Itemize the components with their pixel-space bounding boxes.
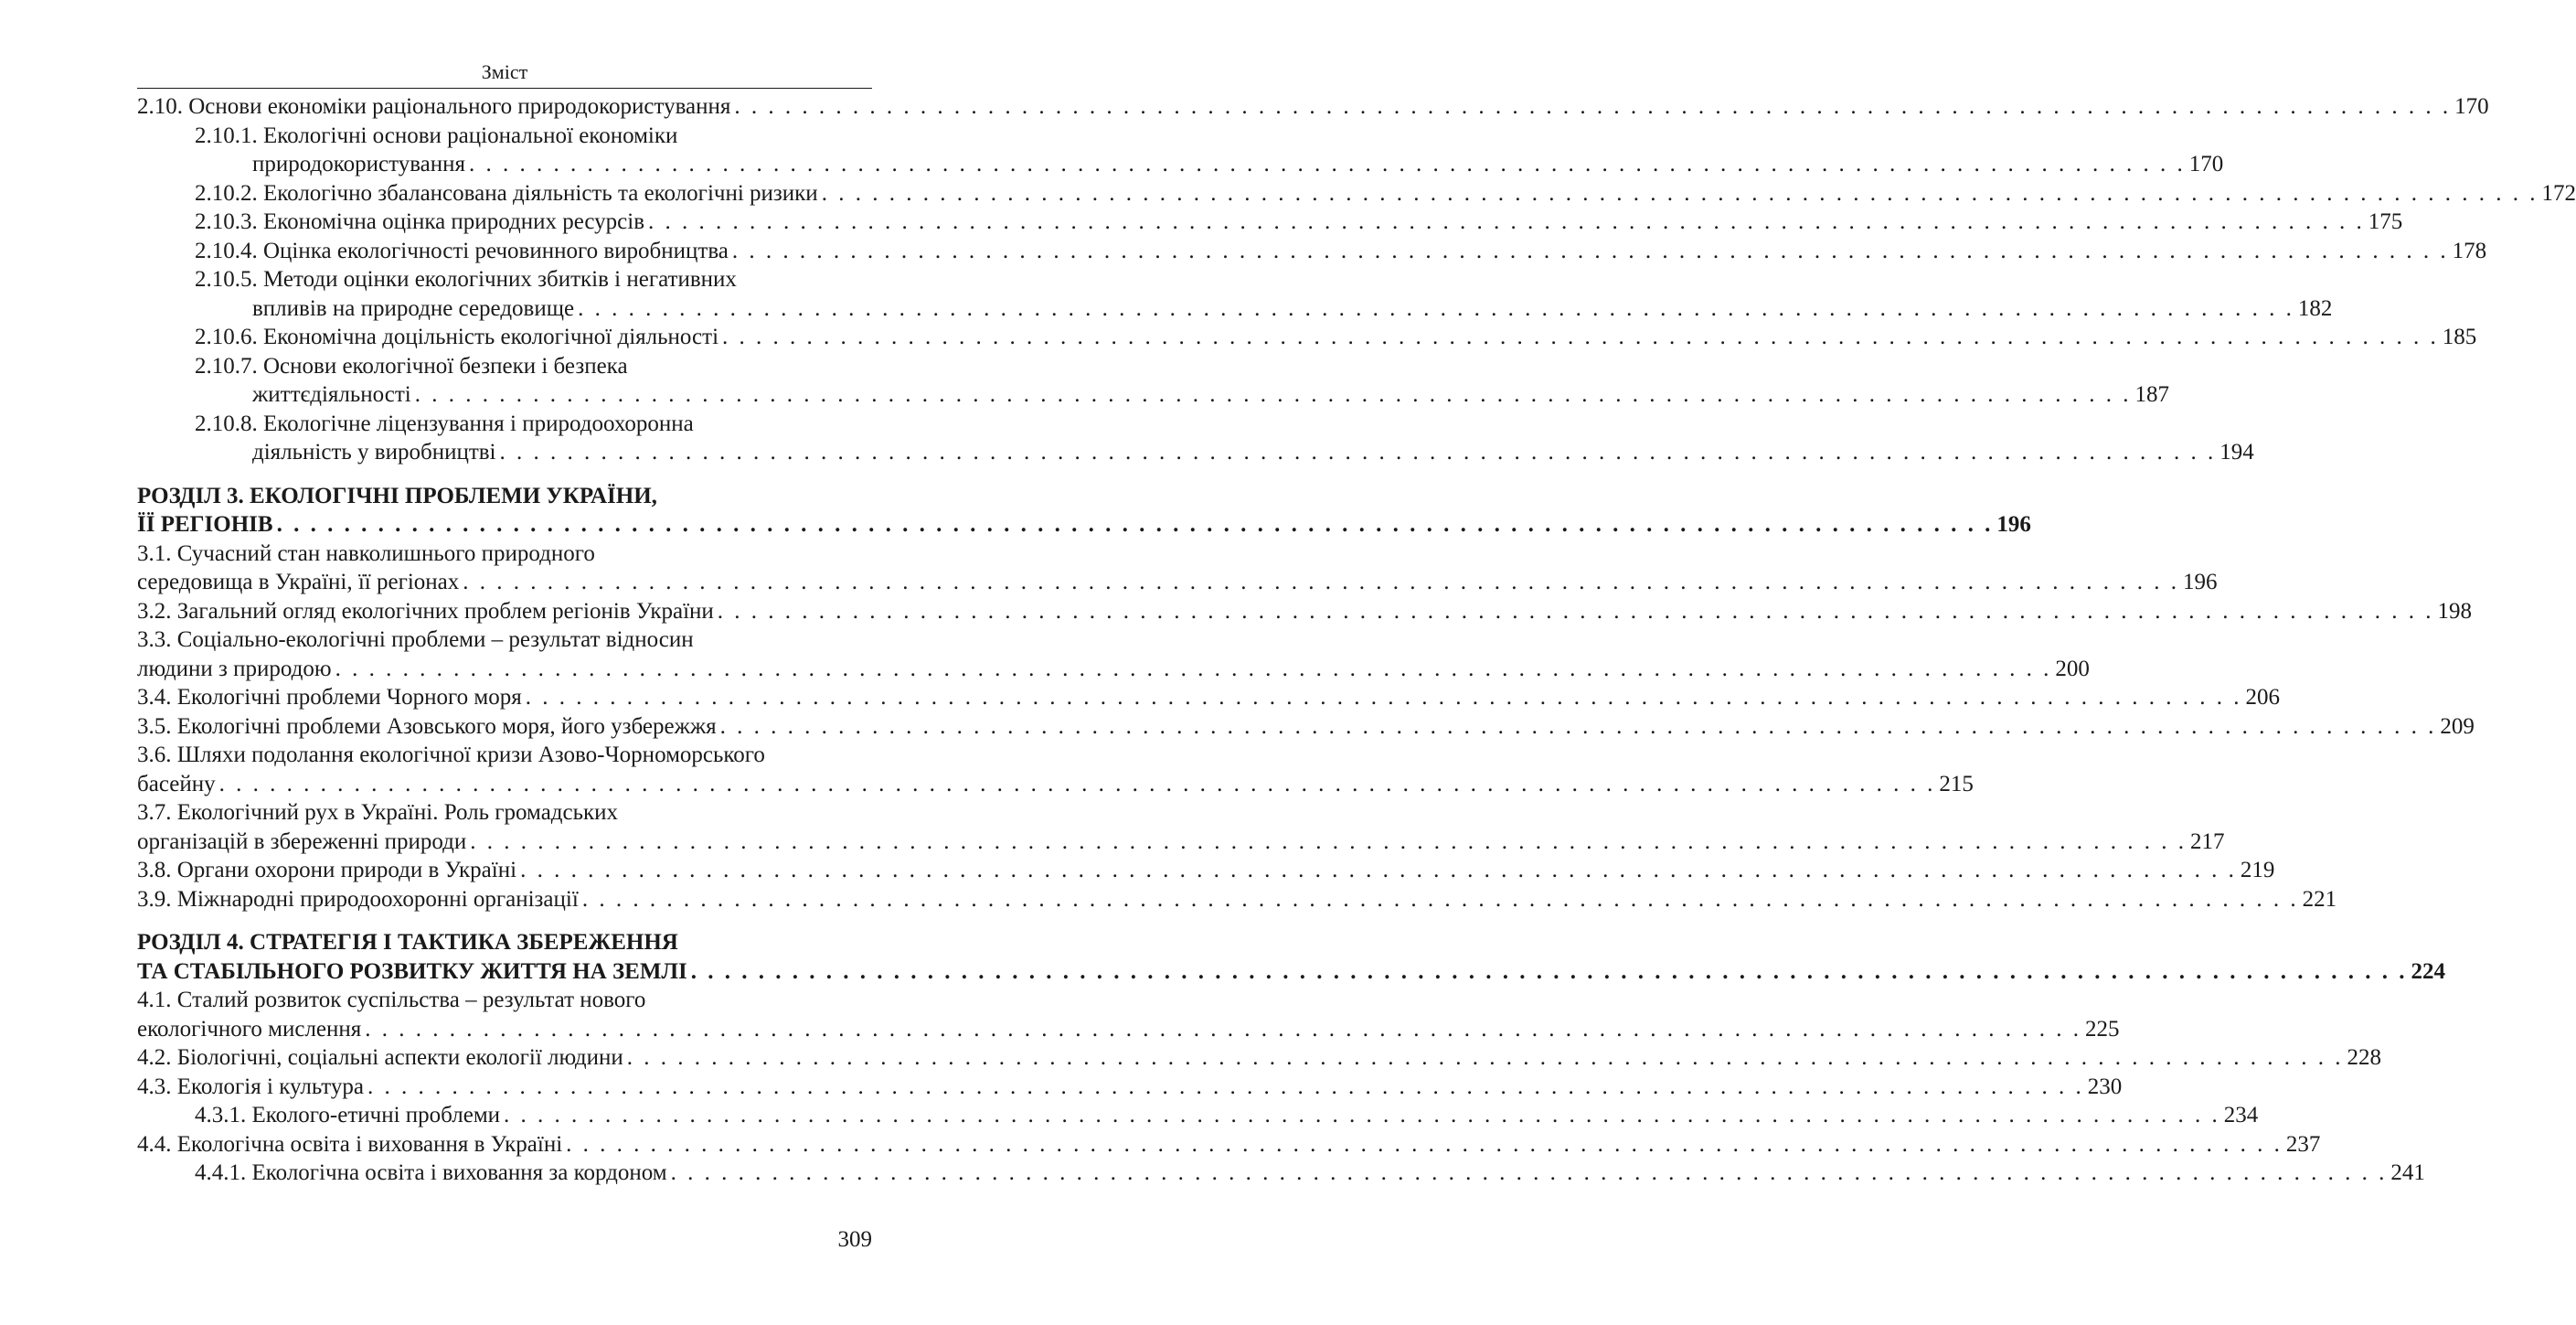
- toc-page-number: 198: [2437, 598, 2473, 624]
- toc-entry[interactable]: [137, 438, 2254, 467]
- dot-leader: [500, 1101, 2224, 1130]
- toc-entry[interactable]: [137, 655, 2090, 684]
- toc-entry-title: 3.8. Органи охорони природи в Україні: [137, 858, 517, 882]
- toc-page-number: 230: [2087, 1074, 2123, 1099]
- toc-entry-title: басейну: [137, 771, 216, 796]
- dot-leader: [687, 957, 2411, 987]
- toc-page-number: 206: [2245, 685, 2280, 710]
- toc-page-number: 215: [1939, 771, 1974, 796]
- dot-leader: [719, 323, 2443, 352]
- toc-entry-title: 3.4. Екологічні проблеми Чорного моря: [137, 685, 522, 710]
- toc-entry[interactable]: [137, 568, 2218, 597]
- toc-entry-title: середовища в Україні, її регіонах: [137, 570, 460, 594]
- toc-entry-title: 4.4.1. Екологічна освіта і виховання за кордоном: [195, 1160, 667, 1185]
- toc-entry[interactable]: [137, 1073, 2123, 1102]
- toc-entry-title: природокористування: [252, 152, 466, 176]
- toc-page-number: 221: [2302, 886, 2337, 912]
- toc-page-number: 178: [2452, 238, 2487, 263]
- dot-leader: [729, 237, 2453, 266]
- toc-entry-title: 4.1. Сталий розвиток суспільства – результат нового: [137, 988, 646, 1012]
- toc-entry-title: 2.10.5. Методи оцінки екологічних збитків і негативних: [195, 267, 737, 292]
- toc-entry-title: 3.5. Екологічні проблеми Азовського моря, його узбережжя: [137, 713, 717, 739]
- section-gap: [137, 914, 872, 928]
- toc-entry[interactable]: [137, 1015, 2120, 1044]
- dot-leader: [644, 208, 2368, 237]
- dot-leader: [516, 856, 2241, 885]
- toc-entry-title: діяльність у виробництві: [252, 440, 496, 465]
- dot-leader: [717, 712, 2441, 742]
- dot-leader: [730, 92, 2454, 122]
- toc-entry[interactable]: [137, 597, 2473, 626]
- section-gap: [137, 467, 872, 482]
- toc-page-number: 225: [2085, 1016, 2120, 1042]
- toc-entry-title: 2.10.8. Екологічне ліцензування і природоохоронна: [195, 411, 694, 436]
- toc-entry-title: 3.1. Сучасний стан навколишнього природного: [137, 540, 595, 566]
- toc-entry[interactable]: [137, 352, 872, 381]
- toc-page-number: 172: [2541, 180, 2576, 206]
- toc-page-number: 217: [2190, 828, 2225, 854]
- toc-page-number: 182: [2297, 295, 2333, 321]
- toc-section-heading[interactable]: [137, 510, 2031, 540]
- dot-leader: [623, 1043, 2347, 1073]
- toc-entry-title: організацій в збереженні природи: [137, 828, 467, 854]
- toc-entry-title: життєдіяльності: [252, 382, 411, 407]
- toc-entry[interactable]: [137, 856, 2275, 885]
- toc-entry[interactable]: [137, 323, 2477, 352]
- dot-leader: [459, 568, 2183, 597]
- toc-entry[interactable]: [137, 92, 2489, 122]
- dot-leader: [574, 294, 2298, 324]
- dot-leader: [579, 885, 2303, 914]
- dot-leader: [466, 828, 2190, 857]
- toc-entry[interactable]: [137, 150, 2224, 179]
- toc-entry-title: 2.10.6. Економічна доцільність екологічної діяльності: [195, 325, 719, 349]
- toc-page-number: 234: [2223, 1103, 2259, 1127]
- toc-entry[interactable]: [137, 1101, 2259, 1130]
- toc-entry[interactable]: [137, 1159, 2425, 1188]
- dot-leader: [714, 597, 2438, 626]
- toc-entry-title: 2.10.3. Економічна оцінка природних ресурсів: [195, 209, 645, 234]
- toc-page-number: 175: [2368, 209, 2403, 234]
- toc-entry-title: 3.9. Міжнародні природоохоронні організації: [137, 886, 579, 912]
- dot-leader: [667, 1159, 2391, 1188]
- toc-entry-title: 4.3. Екологія і культура: [137, 1074, 364, 1099]
- toc-page-number: 241: [2390, 1160, 2425, 1185]
- dot-leader: [465, 150, 2189, 179]
- toc-entry-title: РОЗДІЛ 4. СТРАТЕГІЯ І ТАКТИКА ЗБЕРЕЖЕННЯ: [137, 930, 678, 955]
- toc-entry-title: РОЗДІЛ 3. ЕКОЛОГІЧНІ ПРОБЛЕМИ УКРАЇНИ,: [137, 483, 657, 508]
- toc-page-number: 209: [2440, 713, 2475, 739]
- toc-entry[interactable]: [137, 265, 872, 294]
- toc-entry-title: 3.6. Шляхи подолання екологічної кризи Азово-Чорноморського: [137, 743, 765, 767]
- toc-entry-title: екологічного мислення: [137, 1016, 362, 1042]
- toc-entry[interactable]: [137, 712, 2475, 742]
- toc-page-number: 185: [2442, 325, 2477, 349]
- toc-entry[interactable]: [137, 683, 2280, 712]
- toc-section-heading[interactable]: [137, 928, 872, 957]
- dot-leader: [216, 770, 1940, 799]
- toc-section-heading[interactable]: [137, 482, 872, 511]
- running-head: Зміст: [481, 60, 528, 83]
- toc-entry-title: 2.10.1. Екологічні основи раціональної економіки: [195, 123, 678, 148]
- dot-leader: [332, 655, 2056, 684]
- dot-leader: [818, 179, 2542, 208]
- toc-entry[interactable]: [137, 741, 872, 770]
- header-rule: [137, 88, 872, 89]
- toc-entry-title: 4.4. Екологічна освіта і виховання в Україні: [137, 1131, 563, 1157]
- toc-page-number: 224: [2411, 958, 2446, 984]
- toc-entry-title: впливів на природне середовище: [252, 295, 575, 321]
- toc-entry-title: ТА СТАБІЛЬНОГО РОЗВИТКУ ЖИТТЯ НА ЗЕМЛІ: [137, 958, 687, 984]
- page-number: 309: [837, 1227, 872, 1252]
- toc-page-number: 200: [2055, 656, 2090, 681]
- toc-entry-title: людини з природою: [137, 656, 332, 681]
- toc-entry[interactable]: [137, 625, 872, 655]
- toc-page-number: 170: [2188, 152, 2224, 176]
- toc-page-number: 196: [2183, 570, 2218, 594]
- toc-entry-title: 3.3. Соціально-екологічні проблеми – результат відносин: [137, 627, 694, 652]
- dot-leader: [273, 510, 1997, 540]
- toc-page-number: 196: [1996, 512, 2031, 537]
- toc-entry[interactable]: [137, 1130, 2321, 1159]
- toc-entry[interactable]: [137, 798, 872, 828]
- toc-entry[interactable]: [137, 237, 2487, 266]
- toc-entry[interactable]: [137, 380, 2169, 410]
- toc-entry[interactable]: [137, 1043, 2382, 1073]
- dot-leader: [562, 1130, 2286, 1159]
- toc-entry[interactable]: [137, 294, 2333, 324]
- toc-entry[interactable]: [137, 885, 2337, 914]
- toc-section-heading[interactable]: [137, 957, 2446, 987]
- toc-entry-title: 2.10.2. Екологічно збалансована діяльність та екологічні ризики: [195, 180, 818, 206]
- toc-entry-title: 3.2. Загальний огляд екологічних проблем регіонів України: [137, 598, 714, 624]
- toc-page-number: 194: [2219, 440, 2254, 465]
- dot-leader: [496, 438, 2220, 467]
- toc-entry-title: 4.2. Біологічні, соціальні аспекти екології людини: [137, 1045, 623, 1070]
- toc-entry[interactable]: [137, 986, 872, 1015]
- toc-page-number: 228: [2347, 1045, 2382, 1070]
- toc-entry[interactable]: [137, 770, 1974, 799]
- toc-entry[interactable]: [137, 410, 872, 439]
- toc-entry-title: 2.10.7. Основи екологічної безпеки і безпека: [195, 353, 628, 379]
- toc-page-number: 219: [2240, 858, 2275, 882]
- toc-entry-title: 4.3.1. Еколого-етичні проблеми: [195, 1103, 501, 1127]
- dot-leader: [364, 1073, 2088, 1102]
- toc-entry-title: 2.10.4. Оцінка екологічності речовинного виробництва: [195, 238, 729, 263]
- dot-leader: [522, 683, 2246, 712]
- toc-entry[interactable]: [137, 179, 2576, 208]
- dot-leader: [361, 1015, 2085, 1044]
- toc-entry-title: 2.10. Основи економіки раціонального природокористування: [137, 94, 731, 119]
- table-of-contents: [137, 92, 2576, 1188]
- dot-leader: [411, 380, 2135, 410]
- toc-page-number: 170: [2454, 94, 2489, 119]
- toc-entry[interactable]: [137, 122, 872, 151]
- toc-entry[interactable]: [137, 828, 2225, 857]
- toc-entry[interactable]: [137, 208, 2403, 237]
- toc-entry-title: ЇЇ РЕГІОНІВ: [137, 512, 273, 537]
- toc-page-number: 187: [2134, 382, 2169, 407]
- toc-entry-title: 3.7. Екологічний рух в Україні. Роль громадських: [137, 800, 619, 825]
- toc-entry[interactable]: [137, 540, 872, 569]
- toc-page-number: 237: [2285, 1131, 2321, 1157]
